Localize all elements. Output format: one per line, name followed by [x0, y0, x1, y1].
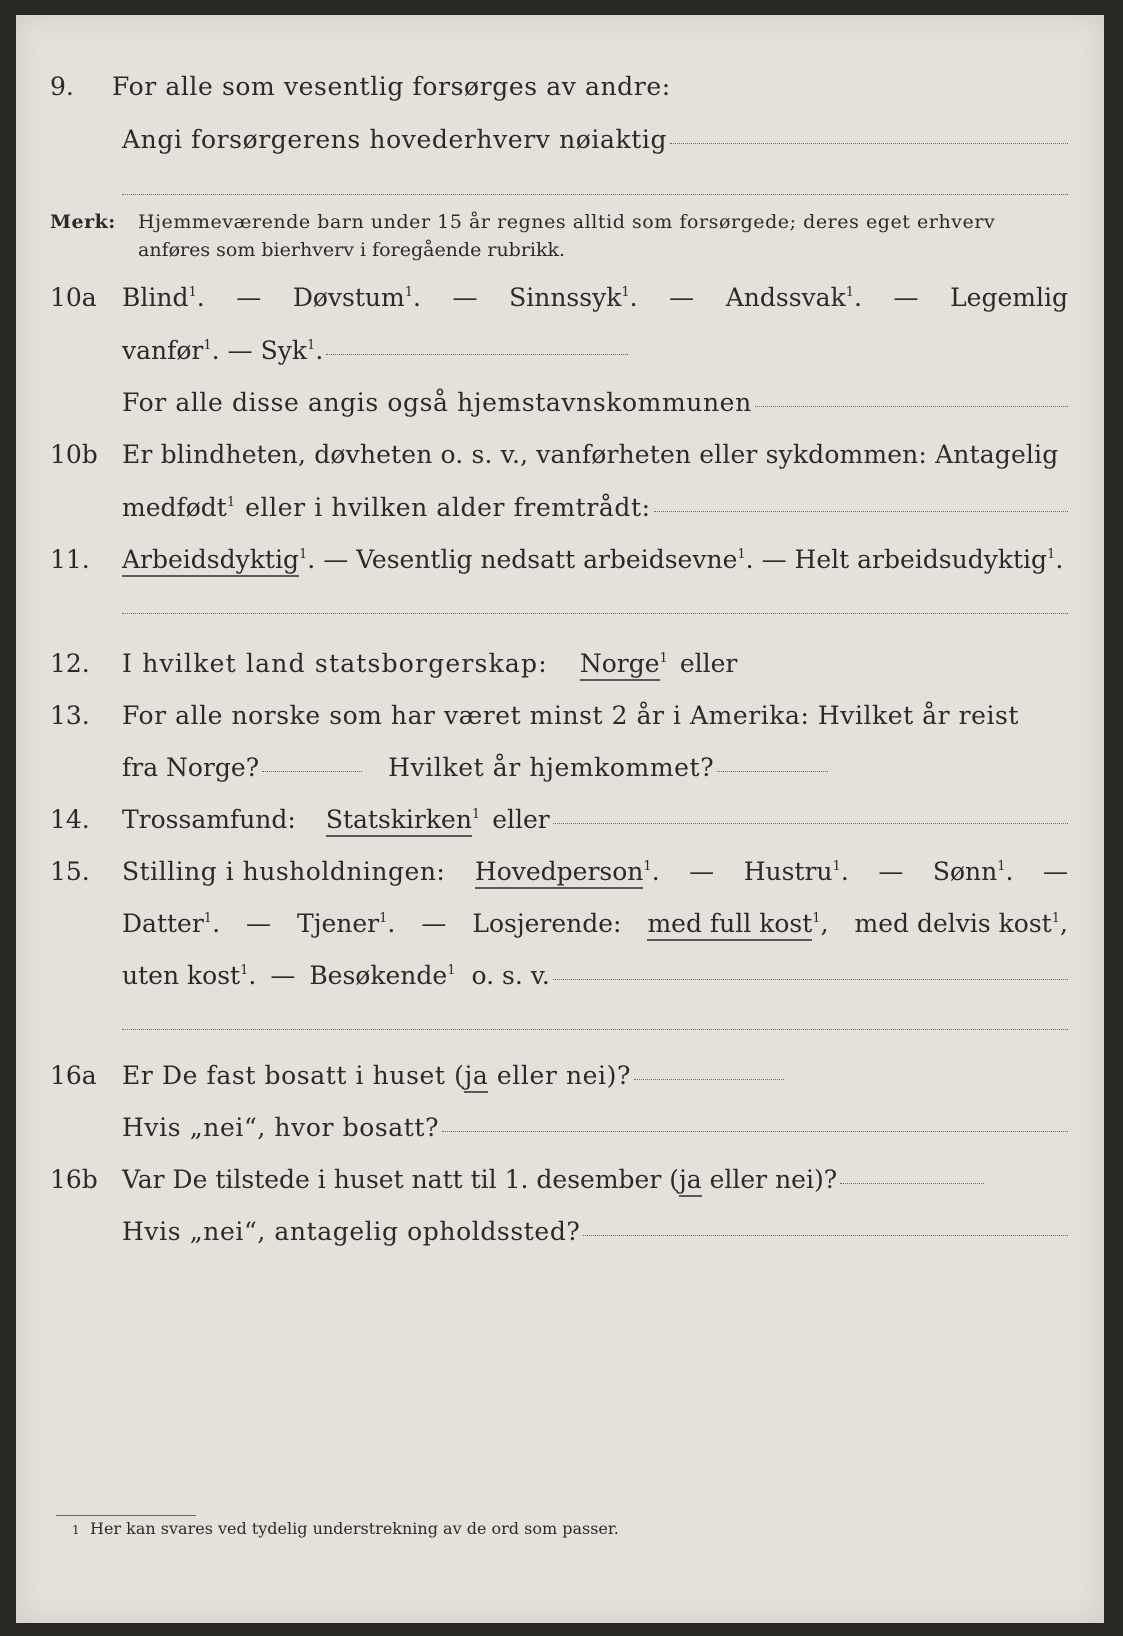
hjemkommet-label: Hvilket år hjemkommet? [388, 753, 715, 782]
merk-text-1: Hjemmeværende barn under 15 år regnes alltid som forsørgede; deres eget erhverv [138, 211, 996, 233]
dash: — [421, 909, 447, 938]
option-andssvak[interactable]: Andssvak$^1$. [725, 283, 862, 312]
hjemstavn-label: For alle disse angis også hjemstavnskommunen [122, 388, 752, 417]
footnote-divider [56, 1515, 196, 1516]
osv-label: o. s. v. [471, 961, 550, 990]
dash: — [227, 336, 253, 365]
answer-line[interactable] [553, 822, 1068, 824]
option-ja[interactable]: ja [464, 1061, 488, 1093]
option-med-full-kost[interactable]: med full kost$^1$, [647, 909, 828, 939]
option-sonn[interactable]: Sønn$^1$. [932, 857, 1014, 886]
dash: — [878, 857, 904, 886]
answer-line[interactable] [634, 1078, 784, 1080]
option-dovstum[interactable]: Døvstum$^1$. [292, 283, 421, 312]
question-number: 9. [50, 72, 74, 101]
footnote-mark: 1 [72, 1523, 80, 1537]
option-hustru[interactable]: Hustru$^1$. [743, 857, 849, 886]
question-9-line2: Angi forsørgerens hovederhverv nøiaktig [122, 125, 668, 154]
dash: — [1043, 857, 1068, 886]
merk-line1 [138, 208, 1068, 236]
option-arbeidsdyktig[interactable]: Arbeidsdyktig$^1$. [122, 545, 315, 575]
question-number: 10a [50, 283, 97, 312]
fra-norge-label: fra Norge? [122, 753, 260, 782]
option-blind[interactable]: Blind$^1$. [122, 283, 205, 312]
answer-line[interactable] [670, 142, 1068, 144]
statsborgerskap-label: I hvilket land statsborgerskap: [122, 649, 548, 678]
option-med-delvis-kost[interactable]: med delvis kost$^1$, [854, 909, 1068, 938]
hvor-bosatt-label: Hvis „nei“, hvor bosatt? [122, 1113, 440, 1142]
question-number: 10b [50, 440, 98, 469]
question-number: 13. [50, 701, 90, 730]
question-number: 14. [50, 805, 90, 834]
option-vanfor[interactable]: vanfør$^1$. [122, 336, 220, 365]
dash: — [236, 283, 262, 312]
option-arbeidsudyktig[interactable]: — Helt arbeidsudyktig$^1$. [761, 545, 1064, 574]
option-legemlig[interactable]: Legemlig [950, 283, 1068, 312]
dash: — [452, 283, 478, 312]
answer-line[interactable] [326, 353, 628, 355]
husholdning-label: Stilling i husholdningen: [122, 857, 446, 886]
option-sinnssyk[interactable]: Sinnssyk$^1$. [509, 283, 638, 312]
dash: — [669, 283, 695, 312]
census-form-page [16, 15, 1104, 1623]
option-statskirken[interactable]: Statskirken$^1$ [326, 805, 480, 835]
answer-line[interactable] [553, 978, 1068, 980]
answer-line[interactable] [122, 1029, 1068, 1030]
option-syk[interactable]: Syk$^1$. [260, 336, 324, 365]
question-number: 12. [50, 649, 90, 678]
option-datter[interactable]: Datter$^1$. [122, 909, 221, 938]
option-besokende[interactable]: Besøkende$^1$ [309, 961, 456, 990]
question-number: 16a [50, 1061, 97, 1090]
question-number: 11. [50, 545, 90, 574]
tilstede-label: Var De tilstede i huset natt til 1. desember (ja eller nei)? [122, 1165, 837, 1195]
answer-line[interactable] [654, 510, 1068, 512]
option-norge[interactable]: Norge$^1$ [580, 649, 668, 679]
answer-line[interactable] [717, 770, 828, 772]
option-ja[interactable]: ja [679, 1165, 702, 1197]
option-medfodt[interactable]: medfødt$^1$ [122, 493, 236, 522]
merk-line2: anføres som bierhverv i foregående rubrikk. [138, 239, 566, 261]
option-uten-kost[interactable]: uten kost$^1$. [122, 961, 257, 990]
answer-line[interactable] [755, 405, 1068, 407]
answer-line[interactable] [583, 1234, 1068, 1236]
opholdssted-label: Hvis „nei“, antagelig opholdssted? [122, 1217, 581, 1246]
answer-line[interactable] [442, 1130, 1068, 1132]
dash: — [893, 283, 919, 312]
question-13-line1: For alle norske som har været minst 2 år i Amerika: Hvilket år reist [122, 701, 1020, 730]
question-number: 15. [50, 857, 90, 886]
question-9-line1: For alle som vesentlig forsørges av andre: [112, 72, 671, 101]
option-nedsatt-arbeidsevne[interactable]: — Vesentlig nedsatt arbeidsevne$^1$. [323, 545, 754, 574]
eller-label: eller [679, 649, 738, 678]
alder-label: eller i hvilken alder fremtrådt: [245, 493, 651, 522]
question-10b-line1: Er blindheten, døvheten o. s. v., vanførheten eller sykdommen: Antagelig [122, 440, 1059, 469]
losjerende-label: Losjerende: [472, 909, 622, 938]
dash: — [689, 857, 715, 886]
question-number: 16b [50, 1165, 98, 1194]
dash: — [270, 961, 296, 990]
eller-label: eller [492, 805, 550, 834]
answer-line[interactable] [262, 770, 362, 772]
option-hovedperson[interactable]: Hovedperson$^1$. [475, 857, 660, 887]
merk-label: Merk: [50, 211, 116, 233]
bosatt-label: Er De fast bosatt i huset (ja eller nei)? [122, 1061, 631, 1091]
option-tjener[interactable]: Tjener$^1$. [297, 909, 396, 938]
dash: — [246, 909, 272, 938]
answer-line[interactable] [122, 194, 1068, 195]
answer-line[interactable] [840, 1182, 984, 1184]
footnote [72, 1519, 619, 1538]
answer-line[interactable] [122, 613, 1068, 614]
trossamfund-label: Trossamfund: [122, 805, 296, 834]
footnote-text: Her kan svares ved tydelig understrekning av de ord som passer. [90, 1519, 619, 1538]
